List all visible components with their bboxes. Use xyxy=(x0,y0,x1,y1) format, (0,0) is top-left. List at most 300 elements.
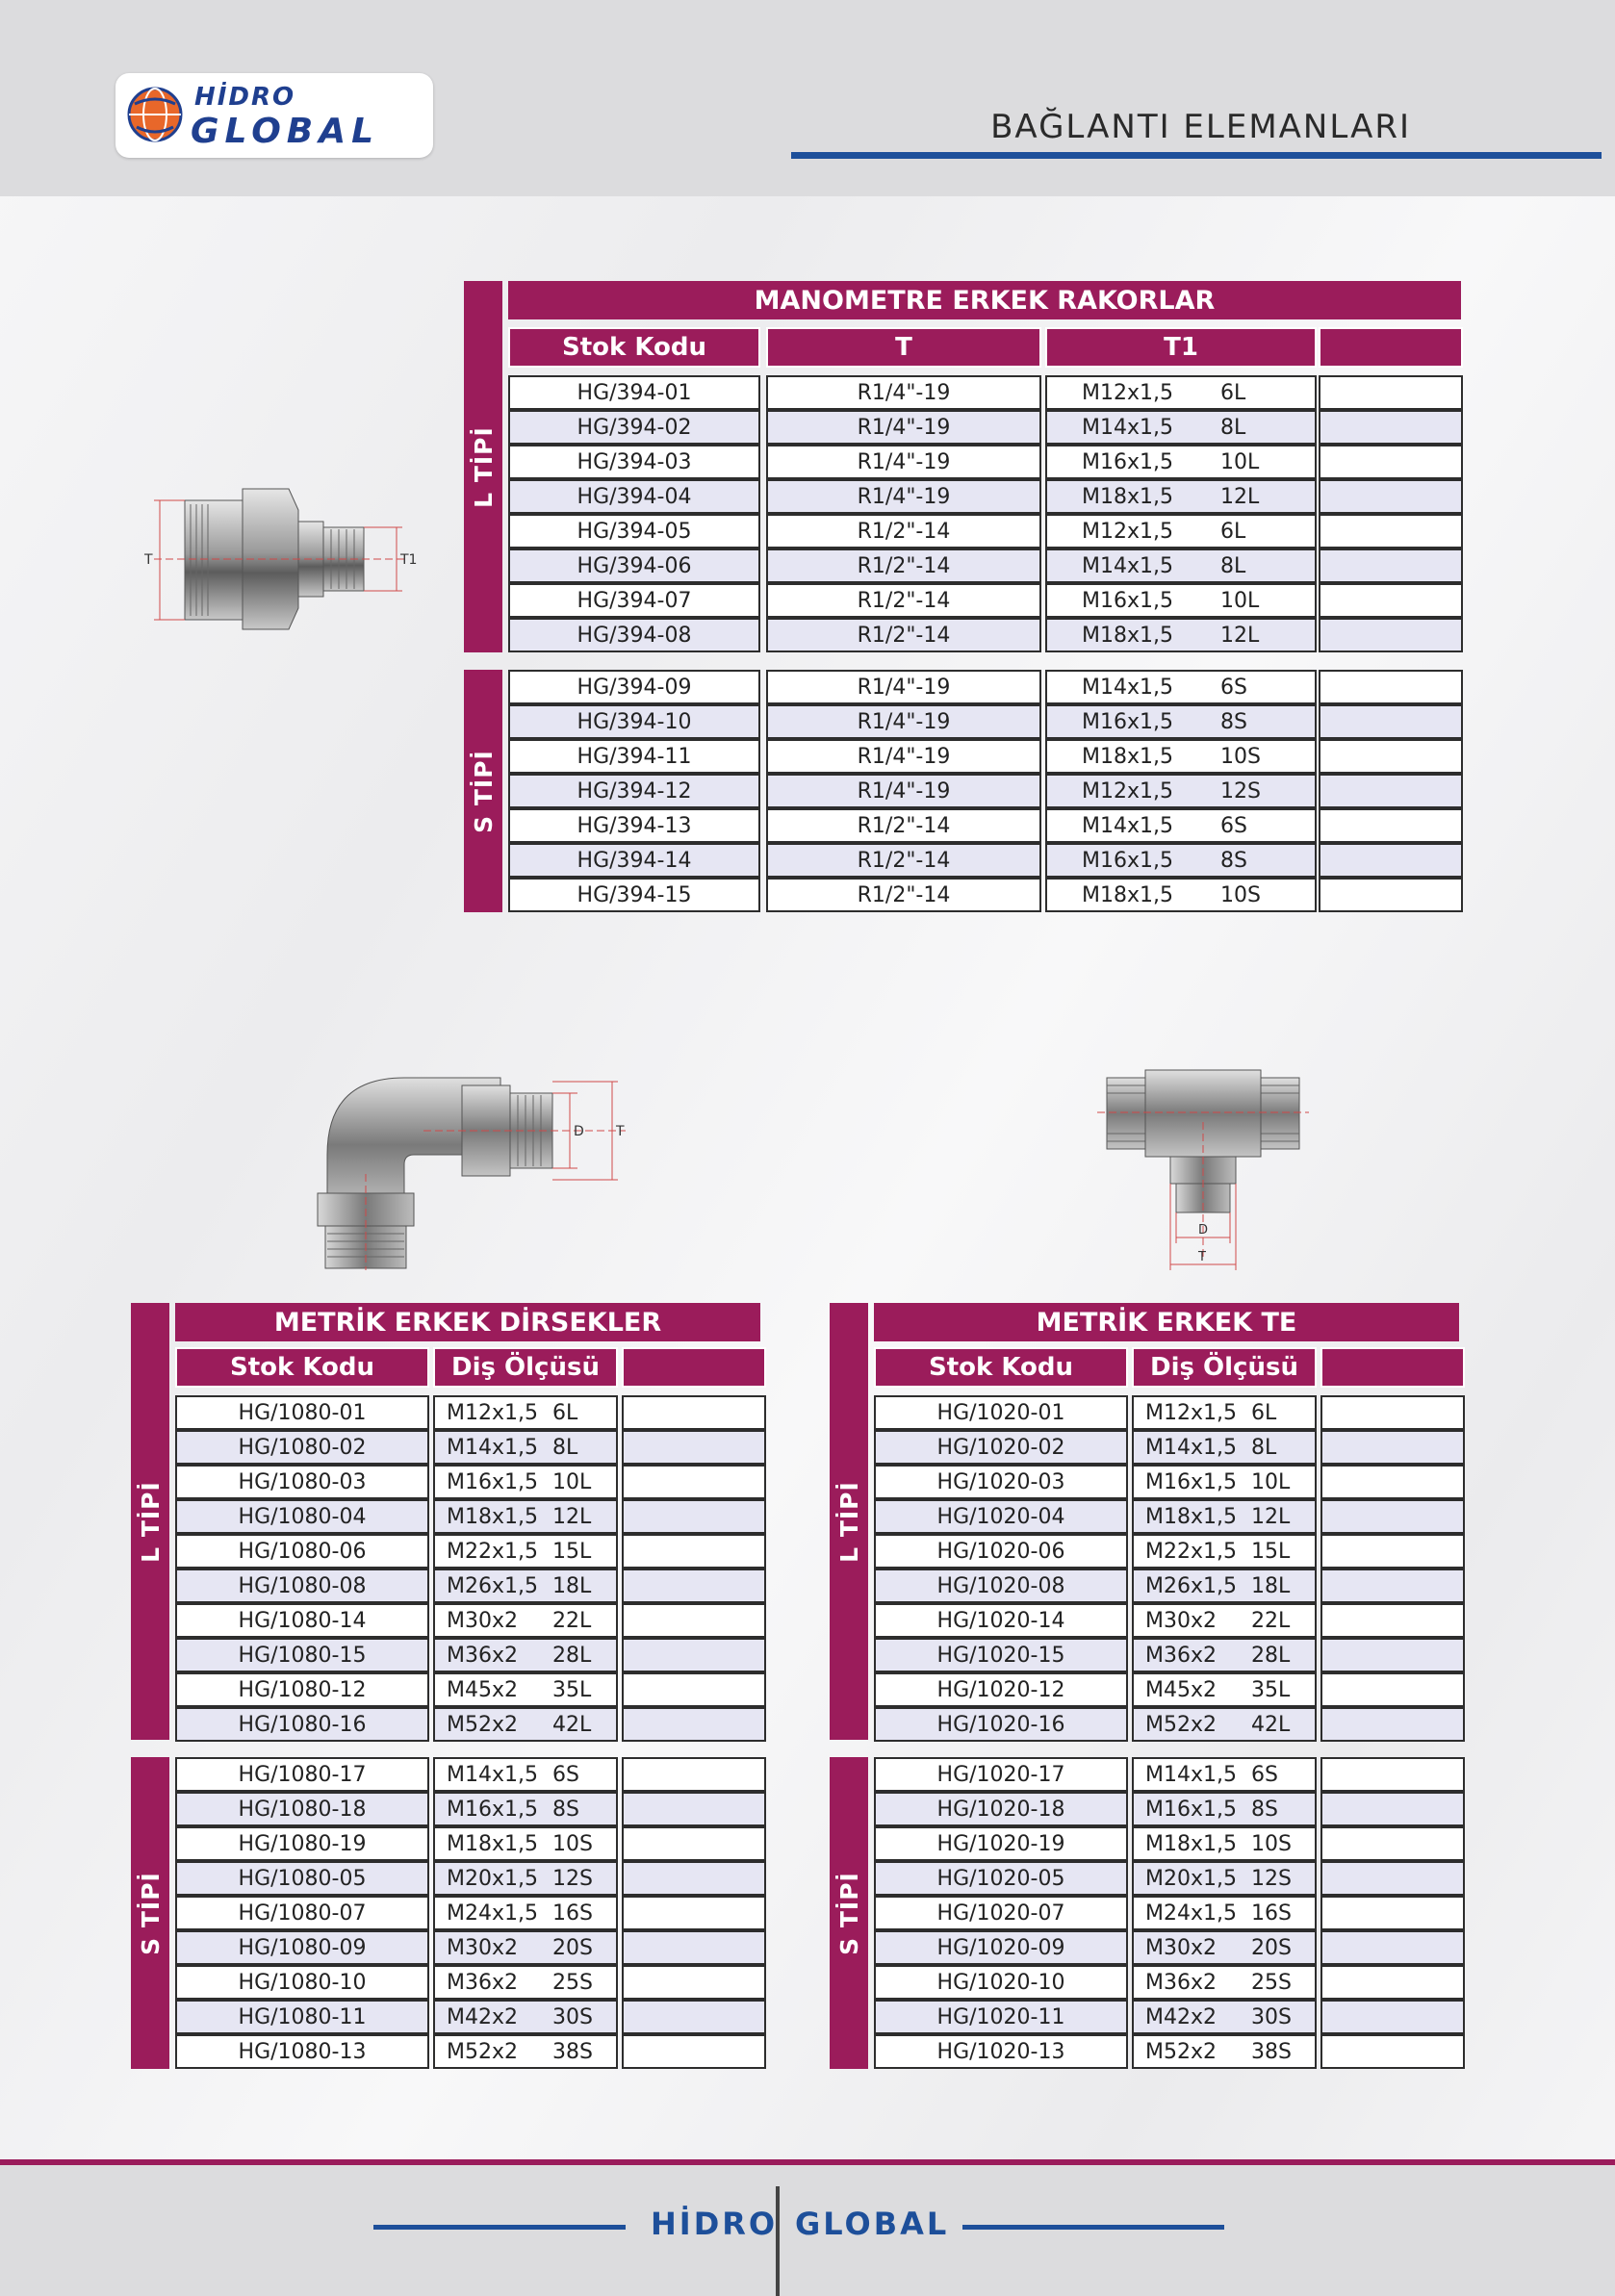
te-l-empty xyxy=(1320,1395,1465,1430)
te-s-thread-size: 30S xyxy=(1251,2004,1292,2029)
manometre-s-t: R1/2"-14 xyxy=(766,878,1041,912)
te-s-thread-thread: M20x1,5 xyxy=(1145,1866,1237,1891)
te-s-thread xyxy=(1132,1861,1317,1896)
te-l-thread-size: 6L xyxy=(1251,1400,1277,1425)
company-logo xyxy=(115,73,433,158)
dirsekler-l-empty xyxy=(622,1603,766,1638)
dirsekler-s-code: HG/1080-13 xyxy=(175,2034,429,2069)
te-l-code: HG/1020-08 xyxy=(874,1569,1128,1603)
te-header-stok-kodu: Stok Kodu xyxy=(874,1347,1128,1388)
dirsekler-s-thread-thread: M42x2 xyxy=(447,2004,518,2029)
manometre-s-t1-thread: M18x1,5 xyxy=(1082,882,1173,907)
te-s-empty xyxy=(1320,1861,1465,1896)
manometre-l-t1 xyxy=(1045,445,1317,479)
dirsekler-s-code: HG/1080-17 xyxy=(175,1757,429,1792)
dirsekler-l-thread xyxy=(433,1430,618,1465)
te-header-dis-olcusu: Diş Ölçüsü xyxy=(1132,1347,1317,1388)
header-rule xyxy=(791,152,1602,159)
te-l-code: HG/1020-02 xyxy=(874,1430,1128,1465)
dirsekler-l-code: HG/1080-15 xyxy=(175,1638,429,1672)
te-l-thread xyxy=(1132,1603,1317,1638)
tee-label-d: D xyxy=(1198,1223,1209,1237)
manometre-s-t1-size: 10S xyxy=(1220,882,1261,907)
manometre-s-t1-size: 10S xyxy=(1220,744,1261,769)
dirsekler-s-thread-thread: M16x1,5 xyxy=(447,1797,538,1822)
manometre-s-t1-size: 12S xyxy=(1220,778,1261,804)
dirsekler-header-stok-kodu: Stok Kodu xyxy=(175,1347,429,1388)
te-l-thread-size: 22L xyxy=(1251,1608,1291,1633)
te-s-thread xyxy=(1132,1757,1317,1792)
manometre-l-t1 xyxy=(1045,410,1317,445)
te-s-thread xyxy=(1132,1896,1317,1930)
logo-text-global: GLOBAL xyxy=(191,112,380,151)
te-s-code: HG/1020-19 xyxy=(874,1826,1128,1861)
dirsekler-l-empty xyxy=(622,1672,766,1707)
dirsekler-l-empty xyxy=(622,1534,766,1569)
manometre-s-t1-thread: M12x1,5 xyxy=(1082,778,1173,804)
te-l-thread-thread: M36x2 xyxy=(1145,1643,1217,1668)
te-s-thread-size: 10S xyxy=(1251,1831,1292,1856)
manometre-l-empty xyxy=(1319,548,1463,583)
te-s-thread xyxy=(1132,2034,1317,2069)
logo-text-hidro: HİDRO xyxy=(194,83,296,112)
dirsekler-l-thread-thread: M22x1,5 xyxy=(447,1539,538,1564)
manometre-s-t1 xyxy=(1045,670,1317,704)
dirsekler-l-code: HG/1080-03 xyxy=(175,1465,429,1499)
dirsekler-s-code: HG/1080-11 xyxy=(175,2000,429,2034)
dirsekler-l-empty xyxy=(622,1395,766,1430)
te-l-thread-size: 42L xyxy=(1251,1712,1291,1737)
te-l-code: HG/1020-15 xyxy=(874,1638,1128,1672)
dirsekler-l-thread xyxy=(433,1603,618,1638)
dirsekler-s-thread xyxy=(433,1826,618,1861)
dirsekler-s-thread-size: 6S xyxy=(552,1762,579,1787)
te-l-thread-thread: M14x1,5 xyxy=(1145,1435,1237,1460)
dirsekler-l-tipi-band xyxy=(131,1303,169,1740)
te-l-thread xyxy=(1132,1430,1317,1465)
dirsekler-s-thread-size: 30S xyxy=(552,2004,593,2029)
manometre-s-t1-size: 6S xyxy=(1220,675,1247,700)
manometre-s-t1-size: 8S xyxy=(1220,709,1247,734)
te-s-code: HG/1020-07 xyxy=(874,1896,1128,1930)
te-l-thread-size: 28L xyxy=(1251,1643,1291,1668)
dirsekler-l-thread-size: 28L xyxy=(552,1643,592,1668)
manometre-l-t1-size: 8L xyxy=(1220,553,1246,578)
manometre-l-t1-size: 10L xyxy=(1220,449,1260,474)
manometre-l-code: HG/394-07 xyxy=(508,583,760,618)
manometre-l-t: R1/4"-19 xyxy=(766,410,1041,445)
dirsekler-l-thread xyxy=(433,1707,618,1742)
dirsekler-l-thread-size: 6L xyxy=(552,1400,578,1425)
manometre-s-code: HG/394-13 xyxy=(508,808,760,843)
tee-illustration xyxy=(1097,1064,1309,1276)
manometre-header-stok-kodu: Stok Kodu xyxy=(508,327,760,368)
te-l-empty xyxy=(1320,1569,1465,1603)
manometre-l-t1 xyxy=(1045,548,1317,583)
te-s-code: HG/1020-13 xyxy=(874,2034,1128,2069)
manometre-s-t: R1/2"-14 xyxy=(766,808,1041,843)
dirsekler-l-empty xyxy=(622,1638,766,1672)
manometre-s-code: HG/394-10 xyxy=(508,704,760,739)
manometre-l-t1-thread: M16x1,5 xyxy=(1082,449,1173,474)
te-l-code: HG/1020-06 xyxy=(874,1534,1128,1569)
dirsekler-s-thread-thread: M52x2 xyxy=(447,2039,518,2064)
te-l-thread-thread: M12x1,5 xyxy=(1145,1400,1237,1425)
dirsekler-s-empty xyxy=(622,1896,766,1930)
te-s-thread-size: 38S xyxy=(1251,2039,1292,2064)
footer-rule-right xyxy=(962,2225,1224,2230)
manometre-l-t1-size: 6L xyxy=(1220,380,1246,405)
te-s-thread-thread: M52x2 xyxy=(1145,2039,1217,2064)
manometre-l-empty xyxy=(1319,479,1463,514)
dirsekler-s-thread-thread: M36x2 xyxy=(447,1970,518,1995)
te-l-code: HG/1020-12 xyxy=(874,1672,1128,1707)
manometre-s-t1 xyxy=(1045,739,1317,774)
te-l-code: HG/1020-03 xyxy=(874,1465,1128,1499)
manometre-s-t1-thread: M16x1,5 xyxy=(1082,848,1173,873)
te-l-thread xyxy=(1132,1534,1317,1569)
dirsekler-s-empty xyxy=(622,1965,766,2000)
manometre-l-t1-size: 8L xyxy=(1220,415,1246,440)
dirsekler-s-empty xyxy=(622,2034,766,2069)
manometre-s-empty xyxy=(1319,670,1463,704)
dirsekler-s-thread-size: 16S xyxy=(552,1901,593,1926)
manometre-s-t1 xyxy=(1045,843,1317,878)
manometre-l-empty xyxy=(1319,410,1463,445)
te-l-empty xyxy=(1320,1603,1465,1638)
te-s-thread-thread: M18x1,5 xyxy=(1145,1831,1237,1856)
te-l-code: HG/1020-14 xyxy=(874,1603,1128,1638)
dirsekler-l-thread-thread: M45x2 xyxy=(447,1677,518,1702)
manometre-l-t1 xyxy=(1045,618,1317,652)
dirsekler-l-thread-size: 8L xyxy=(552,1435,578,1460)
manometre-l-code: HG/394-02 xyxy=(508,410,760,445)
dirsekler-s-code: HG/1080-10 xyxy=(175,1965,429,2000)
te-s-thread-thread: M16x1,5 xyxy=(1145,1797,1237,1822)
dirsekler-l-empty xyxy=(622,1430,766,1465)
te-l-thread-thread: M16x1,5 xyxy=(1145,1469,1237,1494)
dirsekler-s-thread xyxy=(433,1896,618,1930)
te-l-thread-thread: M52x2 xyxy=(1145,1712,1217,1737)
te-l-empty xyxy=(1320,1465,1465,1499)
te-l-thread-size: 18L xyxy=(1251,1573,1291,1598)
dirsekler-l-code: HG/1080-12 xyxy=(175,1672,429,1707)
te-l-thread xyxy=(1132,1707,1317,1742)
te-s-thread xyxy=(1132,1826,1317,1861)
footer-rule-left xyxy=(373,2225,626,2230)
te-s-thread-size: 25S xyxy=(1251,1970,1292,1995)
manometre-s-tipi-band-label: S TİPİ xyxy=(469,749,498,833)
te-l-tipi-band xyxy=(830,1303,868,1740)
manometre-l-t1 xyxy=(1045,479,1317,514)
te-s-empty xyxy=(1320,1896,1465,1930)
te-l-thread-size: 15L xyxy=(1251,1539,1291,1564)
dirsekler-l-tipi-band-label: L TİPİ xyxy=(136,1480,165,1563)
te-s-thread xyxy=(1132,1965,1317,2000)
te-l-thread xyxy=(1132,1395,1317,1430)
te-l-thread xyxy=(1132,1672,1317,1707)
te-s-empty xyxy=(1320,1965,1465,2000)
manometre-l-code: HG/394-05 xyxy=(508,514,760,548)
dirsekler-l-thread-thread: M12x1,5 xyxy=(447,1400,538,1425)
te-s-empty xyxy=(1320,2034,1465,2069)
manometre-s-tipi-band xyxy=(464,670,502,912)
manometre-s-t1 xyxy=(1045,808,1317,843)
te-s-empty xyxy=(1320,2000,1465,2034)
dirsekler-l-thread xyxy=(433,1499,618,1534)
manometre-s-t: R1/4"-19 xyxy=(766,704,1041,739)
te-l-thread-thread: M30x2 xyxy=(1145,1608,1217,1633)
te-s-thread-thread: M42x2 xyxy=(1145,2004,1217,2029)
manometre-l-empty xyxy=(1319,375,1463,410)
te-l-empty xyxy=(1320,1638,1465,1672)
dirsekler-s-empty xyxy=(622,1757,766,1792)
dirsekler-l-thread xyxy=(433,1569,618,1603)
manometre-l-empty xyxy=(1319,514,1463,548)
manometre-s-t1 xyxy=(1045,878,1317,912)
manometre-l-code: HG/394-08 xyxy=(508,618,760,652)
dirsekler-l-thread xyxy=(433,1672,618,1707)
manometre-s-t1-thread: M18x1,5 xyxy=(1082,744,1173,769)
te-s-empty xyxy=(1320,1757,1465,1792)
dirsekler-s-thread-thread: M18x1,5 xyxy=(447,1831,538,1856)
manometre-s-code: HG/394-15 xyxy=(508,878,760,912)
dirsekler-l-code: HG/1080-04 xyxy=(175,1499,429,1534)
te-l-code: HG/1020-01 xyxy=(874,1395,1128,1430)
te-l-tipi-band-label: L TİPİ xyxy=(834,1480,863,1563)
te-s-code: HG/1020-17 xyxy=(874,1757,1128,1792)
dirsekler-s-code: HG/1080-09 xyxy=(175,1930,429,1965)
dirsekler-s-empty xyxy=(622,1792,766,1826)
manometre-l-t: R1/2"-14 xyxy=(766,583,1041,618)
manometre-l-t: R1/4"-19 xyxy=(766,375,1041,410)
manometre-s-t: R1/2"-14 xyxy=(766,843,1041,878)
dirsekler-s-thread xyxy=(433,2000,618,2034)
adapter-label-t1: T1 xyxy=(400,552,418,568)
manometre-l-t1-thread: M12x1,5 xyxy=(1082,380,1173,405)
dirsekler-header-empty xyxy=(622,1347,766,1388)
manometre-s-t: R1/4"-19 xyxy=(766,670,1041,704)
dirsekler-s-empty xyxy=(622,1861,766,1896)
manometre-s-code: HG/394-09 xyxy=(508,670,760,704)
dirsekler-l-thread-thread: M30x2 xyxy=(447,1608,518,1633)
dirsekler-l-empty xyxy=(622,1465,766,1499)
adapter-illustration xyxy=(144,472,418,645)
dirsekler-l-code: HG/1080-08 xyxy=(175,1569,429,1603)
dirsekler-l-thread-thread: M52x2 xyxy=(447,1712,518,1737)
te-s-thread-thread: M36x2 xyxy=(1145,1970,1217,1995)
te-l-empty xyxy=(1320,1707,1465,1742)
te-s-code: HG/1020-10 xyxy=(874,1965,1128,2000)
manometre-l-t1-thread: M18x1,5 xyxy=(1082,623,1173,648)
dirsekler-s-empty xyxy=(622,1930,766,1965)
te-l-thread-size: 10L xyxy=(1251,1469,1291,1494)
manometre-l-tipi-band-label: L TİPİ xyxy=(469,425,498,508)
te-l-code: HG/1020-04 xyxy=(874,1499,1128,1534)
te-header-empty xyxy=(1320,1347,1465,1388)
te-s-code: HG/1020-09 xyxy=(874,1930,1128,1965)
dirsekler-s-thread xyxy=(433,1861,618,1896)
te-s-code: HG/1020-18 xyxy=(874,1792,1128,1826)
elbow-illustration xyxy=(308,1068,635,1270)
manometre-l-t1-thread: M14x1,5 xyxy=(1082,415,1173,440)
dirsekler-s-empty xyxy=(622,2000,766,2034)
te-l-empty xyxy=(1320,1499,1465,1534)
manometre-l-t: R1/2"-14 xyxy=(766,618,1041,652)
dirsekler-l-empty xyxy=(622,1499,766,1534)
dirsekler-s-thread-thread: M30x2 xyxy=(447,1935,518,1960)
dirsekler-l-thread-thread: M26x1,5 xyxy=(447,1573,538,1598)
manometre-s-code: HG/394-12 xyxy=(508,774,760,808)
manometre-s-code: HG/394-11 xyxy=(508,739,760,774)
te-s-code: HG/1020-11 xyxy=(874,2000,1128,2034)
dirsekler-l-thread xyxy=(433,1395,618,1430)
manometre-l-t1-size: 12L xyxy=(1220,484,1260,509)
te-l-thread-thread: M26x1,5 xyxy=(1145,1573,1237,1598)
te-l-thread-size: 12L xyxy=(1251,1504,1291,1529)
dirsekler-l-code: HG/1080-06 xyxy=(175,1534,429,1569)
te-s-thread-thread: M24x1,5 xyxy=(1145,1901,1237,1926)
manometre-l-t1-size: 6L xyxy=(1220,519,1246,544)
dirsekler-s-thread-thread: M24x1,5 xyxy=(447,1901,538,1926)
manometre-l-code: HG/394-06 xyxy=(508,548,760,583)
manometre-l-t: R1/2"-14 xyxy=(766,548,1041,583)
manometre-l-code: HG/394-04 xyxy=(508,479,760,514)
dirsekler-s-thread-thread: M20x1,5 xyxy=(447,1866,538,1891)
dirsekler-l-empty xyxy=(622,1707,766,1742)
te-s-thread xyxy=(1132,1930,1317,1965)
manometre-l-t1 xyxy=(1045,514,1317,548)
te-s-empty xyxy=(1320,1792,1465,1826)
manometre-l-code: HG/394-01 xyxy=(508,375,760,410)
manometre-l-t1-thread: M16x1,5 xyxy=(1082,588,1173,613)
dirsekler-s-thread-size: 38S xyxy=(552,2039,593,2064)
te-l-empty xyxy=(1320,1672,1465,1707)
te-s-thread-size: 6S xyxy=(1251,1762,1278,1787)
dirsekler-s-thread-thread: M14x1,5 xyxy=(447,1762,538,1787)
te-s-tipi-band-label: S TİPİ xyxy=(834,1871,863,1955)
manometre-l-t1 xyxy=(1045,375,1317,410)
manometre-l-t1-size: 12L xyxy=(1220,623,1260,648)
manometre-header-empty xyxy=(1319,327,1463,368)
dirsekler-l-thread-thread: M36x2 xyxy=(447,1643,518,1668)
dirsekler-s-empty xyxy=(622,1826,766,1861)
dirsekler-s-thread xyxy=(433,1965,618,2000)
te-l-thread-size: 35L xyxy=(1251,1677,1291,1702)
te-l-empty xyxy=(1320,1430,1465,1465)
manometre-s-t1-thread: M16x1,5 xyxy=(1082,709,1173,734)
elbow-label-d: D xyxy=(574,1124,584,1139)
manometre-header-t: T xyxy=(766,327,1041,368)
te-s-thread-size: 8S xyxy=(1251,1797,1278,1822)
dirsekler-l-thread-thread: M18x1,5 xyxy=(447,1504,538,1529)
te-s-thread-thread: M30x2 xyxy=(1145,1935,1217,1960)
manometre-l-t1 xyxy=(1045,583,1317,618)
dirsekler-s-tipi-band-label: S TİPİ xyxy=(136,1871,165,1955)
dirsekler-title: METRİK ERKEK DİRSEKLER xyxy=(175,1303,760,1341)
te-s-empty xyxy=(1320,1826,1465,1861)
dirsekler-l-thread-size: 10L xyxy=(552,1469,592,1494)
dirsekler-s-tipi-band xyxy=(131,1757,169,2069)
manometre-l-t: R1/4"-19 xyxy=(766,479,1041,514)
manometre-s-t: R1/4"-19 xyxy=(766,739,1041,774)
dirsekler-s-code: HG/1080-18 xyxy=(175,1792,429,1826)
manometre-s-t1-size: 6S xyxy=(1220,813,1247,838)
manometre-s-empty xyxy=(1319,704,1463,739)
dirsekler-l-thread xyxy=(433,1465,618,1499)
te-s-thread-size: 16S xyxy=(1251,1901,1292,1926)
dirsekler-s-code: HG/1080-07 xyxy=(175,1896,429,1930)
dirsekler-s-thread-size: 12S xyxy=(552,1866,593,1891)
manometre-l-empty xyxy=(1319,583,1463,618)
manometre-s-empty xyxy=(1319,808,1463,843)
manometre-s-t1-thread: M14x1,5 xyxy=(1082,813,1173,838)
manometre-s-t1 xyxy=(1045,774,1317,808)
te-l-thread-thread: M18x1,5 xyxy=(1145,1504,1237,1529)
dirsekler-s-thread xyxy=(433,1757,618,1792)
te-l-thread-size: 8L xyxy=(1251,1435,1277,1460)
manometre-l-empty xyxy=(1319,445,1463,479)
manometre-s-t1 xyxy=(1045,704,1317,739)
manometre-l-t: R1/4"-19 xyxy=(766,445,1041,479)
te-s-thread-size: 20S xyxy=(1251,1935,1292,1960)
dirsekler-l-empty xyxy=(622,1569,766,1603)
manometre-s-t1-thread: M14x1,5 xyxy=(1082,675,1173,700)
manometre-s-code: HG/394-14 xyxy=(508,843,760,878)
manometre-s-t: R1/4"-19 xyxy=(766,774,1041,808)
dirsekler-l-thread-thread: M16x1,5 xyxy=(447,1469,538,1494)
dirsekler-l-code: HG/1080-14 xyxy=(175,1603,429,1638)
te-l-empty xyxy=(1320,1534,1465,1569)
dirsekler-s-thread-size: 25S xyxy=(552,1970,593,1995)
dirsekler-l-thread-size: 42L xyxy=(552,1712,592,1737)
te-s-thread-thread: M14x1,5 xyxy=(1145,1762,1237,1787)
te-l-thread xyxy=(1132,1638,1317,1672)
manometre-l-t1-size: 10L xyxy=(1220,588,1260,613)
te-s-thread-size: 12S xyxy=(1251,1866,1292,1891)
manometre-s-empty xyxy=(1319,774,1463,808)
dirsekler-l-thread-size: 35L xyxy=(552,1677,592,1702)
dirsekler-l-thread-size: 22L xyxy=(552,1608,592,1633)
manometre-title: MANOMETRE ERKEK RAKORLAR xyxy=(508,281,1461,319)
dirsekler-l-thread-size: 15L xyxy=(552,1539,592,1564)
manometre-s-t1-size: 8S xyxy=(1220,848,1247,873)
manometre-l-t1-thread: M18x1,5 xyxy=(1082,484,1173,509)
manometre-l-empty xyxy=(1319,618,1463,652)
footer-brand-global: GLOBAL xyxy=(795,2206,950,2242)
te-s-code: HG/1020-05 xyxy=(874,1861,1128,1896)
footer-brand-hidro: HİDRO xyxy=(651,2206,779,2242)
dirsekler-s-thread xyxy=(433,1792,618,1826)
te-l-thread xyxy=(1132,1499,1317,1534)
manometre-l-t1-thread: M14x1,5 xyxy=(1082,553,1173,578)
te-s-thread xyxy=(1132,1792,1317,1826)
dirsekler-s-thread-size: 8S xyxy=(552,1797,579,1822)
manometre-l-t1-thread: M12x1,5 xyxy=(1082,519,1173,544)
manometre-header-t1: T1 xyxy=(1045,327,1317,368)
te-title: METRİK ERKEK TE xyxy=(874,1303,1459,1341)
manometre-s-empty xyxy=(1319,739,1463,774)
manometre-l-code: HG/394-03 xyxy=(508,445,760,479)
te-l-thread xyxy=(1132,1465,1317,1499)
dirsekler-l-thread-size: 12L xyxy=(552,1504,592,1529)
dirsekler-s-thread xyxy=(433,2034,618,2069)
te-l-thread-thread: M45x2 xyxy=(1145,1677,1217,1702)
globe-logo-icon xyxy=(125,85,185,144)
te-l-thread xyxy=(1132,1569,1317,1603)
adapter-label-t: T xyxy=(144,552,153,568)
dirsekler-s-thread xyxy=(433,1930,618,1965)
